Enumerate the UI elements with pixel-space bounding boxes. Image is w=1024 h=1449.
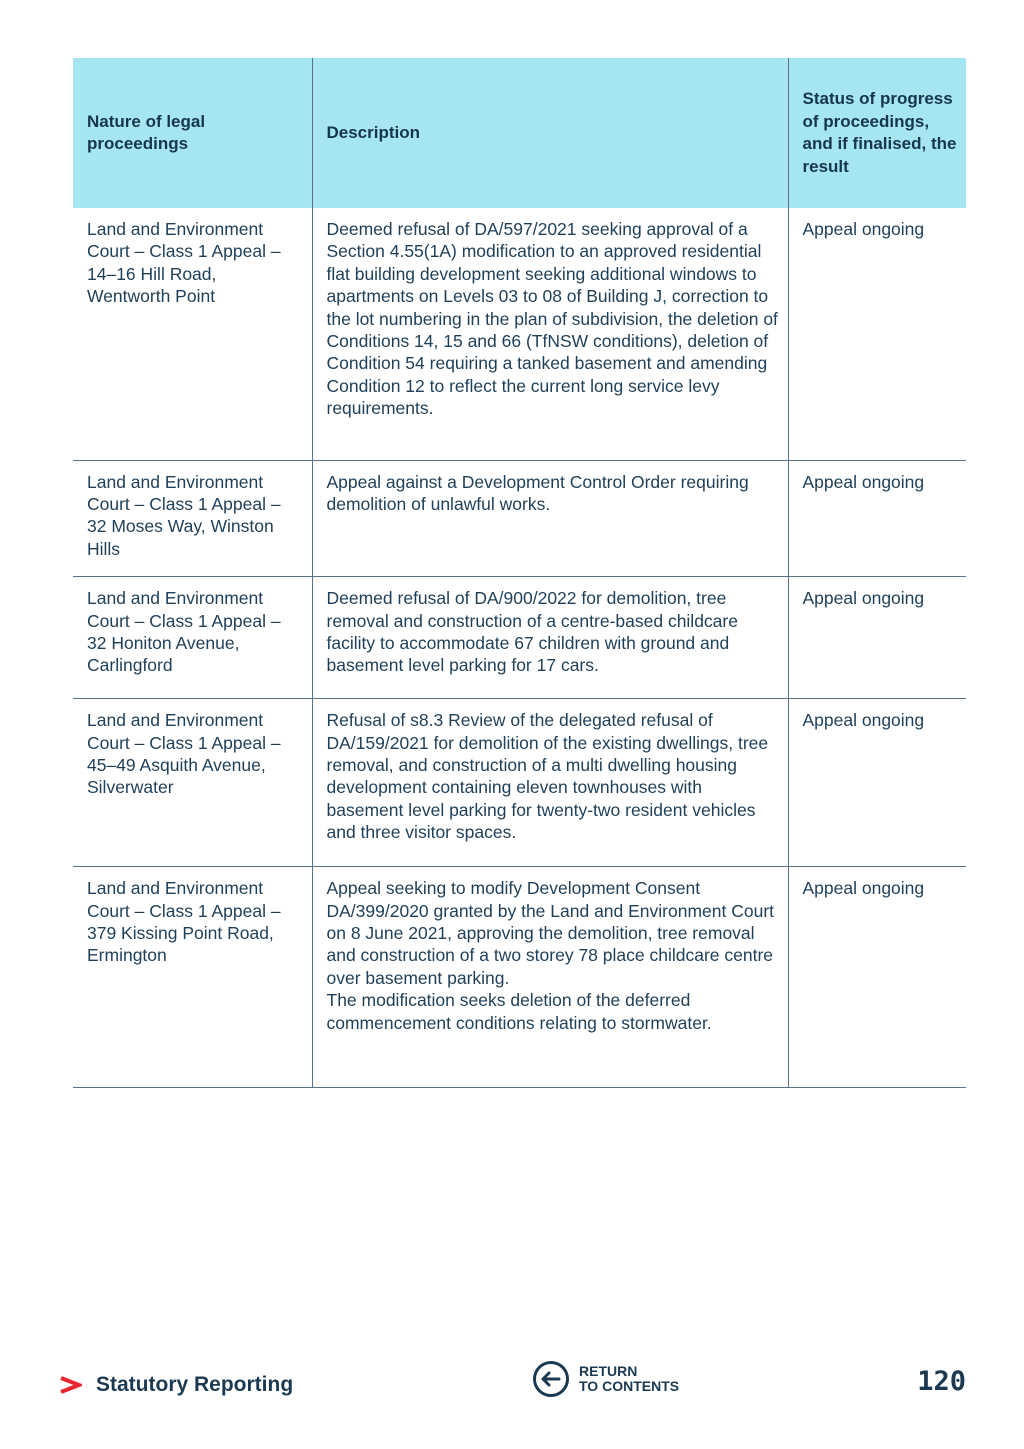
table-row — [73, 867, 966, 1088]
nature-cell: Land and Environment Court – Class 1 Appeal – 32 Honiton Avenue, Carlingford — [73, 577, 312, 699]
description-cell: Refusal of s8.3 Review of the delegated refusal of DA/159/2021 for demolition of the existing dwellings, tree removal, and construction of a multi dwelling housing development containing eleven townhouses with basement level parking for twenty-two resident vehicles and three visitor spaces. — [312, 699, 788, 867]
header-status: Status of progress of proceedings, and if finalised, the result — [788, 58, 966, 208]
nature-cell: Land and Environment Court – Class 1 Appeal – 379 Kissing Point Road, Ermington — [73, 867, 312, 1088]
description-cell: Appeal against a Development Control Order requiring demolition of unlawful works. — [312, 460, 788, 577]
return-label-line1: RETURN — [579, 1363, 638, 1379]
page-number: 120 — [917, 1366, 966, 1397]
nature-cell: Land and Environment Court – Class 1 Appeal – 14–16 Hill Road, Wentworth Point — [73, 208, 312, 460]
status-cell: Appeal ongoing — [788, 460, 966, 577]
return-label-line2: TO CONTENTS — [579, 1378, 680, 1394]
description-cell: Deemed refusal of DA/597/2021 seeking approval of a Section 4.55(1A) modification to an approved residential flat building development seeking additional windows to apartments on Levels 03 to 08 of Building J, correction to the lot numbering in the plan of subdivision, the deletion of Conditions 14, 15 and 66 (TfNSW conditions), deletion of Condition 54 requiring a tanked basement and amending Condition 12 to reflect the current long service levy requirements. — [312, 208, 788, 460]
header-nature: Nature of legal proceedings — [73, 58, 312, 208]
header-description: Description — [312, 58, 788, 208]
table-row — [73, 460, 966, 577]
arrow-left-circle-icon — [532, 1360, 570, 1398]
table-row — [73, 577, 966, 699]
description-cell: Appeal seeking to modify Development Consent DA/399/2020 granted by the Land and Environment Court on 8 June 2021, approving the demolition, tree removal and construction of a two storey 78 place childcare centre over basement parking. The modification seeks deletion of the deferred commencement conditions relating to stormwater. — [312, 867, 788, 1088]
status-cell: Appeal ongoing — [788, 577, 966, 699]
nature-cell: Land and Environment Court – Class 1 Appeal – 45–49 Asquith Avenue, Silverwater — [73, 699, 312, 867]
status-cell: Appeal ongoing — [788, 208, 966, 460]
legal-proceedings-table — [73, 58, 966, 1088]
nature-cell: Land and Environment Court – Class 1 Appeal – 32 Moses Way, Winston Hills — [73, 460, 312, 577]
return-to-contents-link[interactable] — [532, 1359, 679, 1399]
table-row — [73, 699, 966, 867]
footer-section-label — [58, 1370, 293, 1400]
section-title: Statutory Reporting — [96, 1373, 294, 1396]
table-header-row — [73, 58, 966, 208]
chevron-right-icon — [58, 1376, 82, 1394]
table-row — [73, 208, 966, 460]
description-cell: Deemed refusal of DA/900/2022 for demolition, tree removal and construction of a centre-based childcare facility to accommodate 67 children with ground and basement level parking for 17 cars. — [312, 577, 788, 699]
status-cell: Appeal ongoing — [788, 867, 966, 1088]
status-cell: Appeal ongoing — [788, 699, 966, 867]
